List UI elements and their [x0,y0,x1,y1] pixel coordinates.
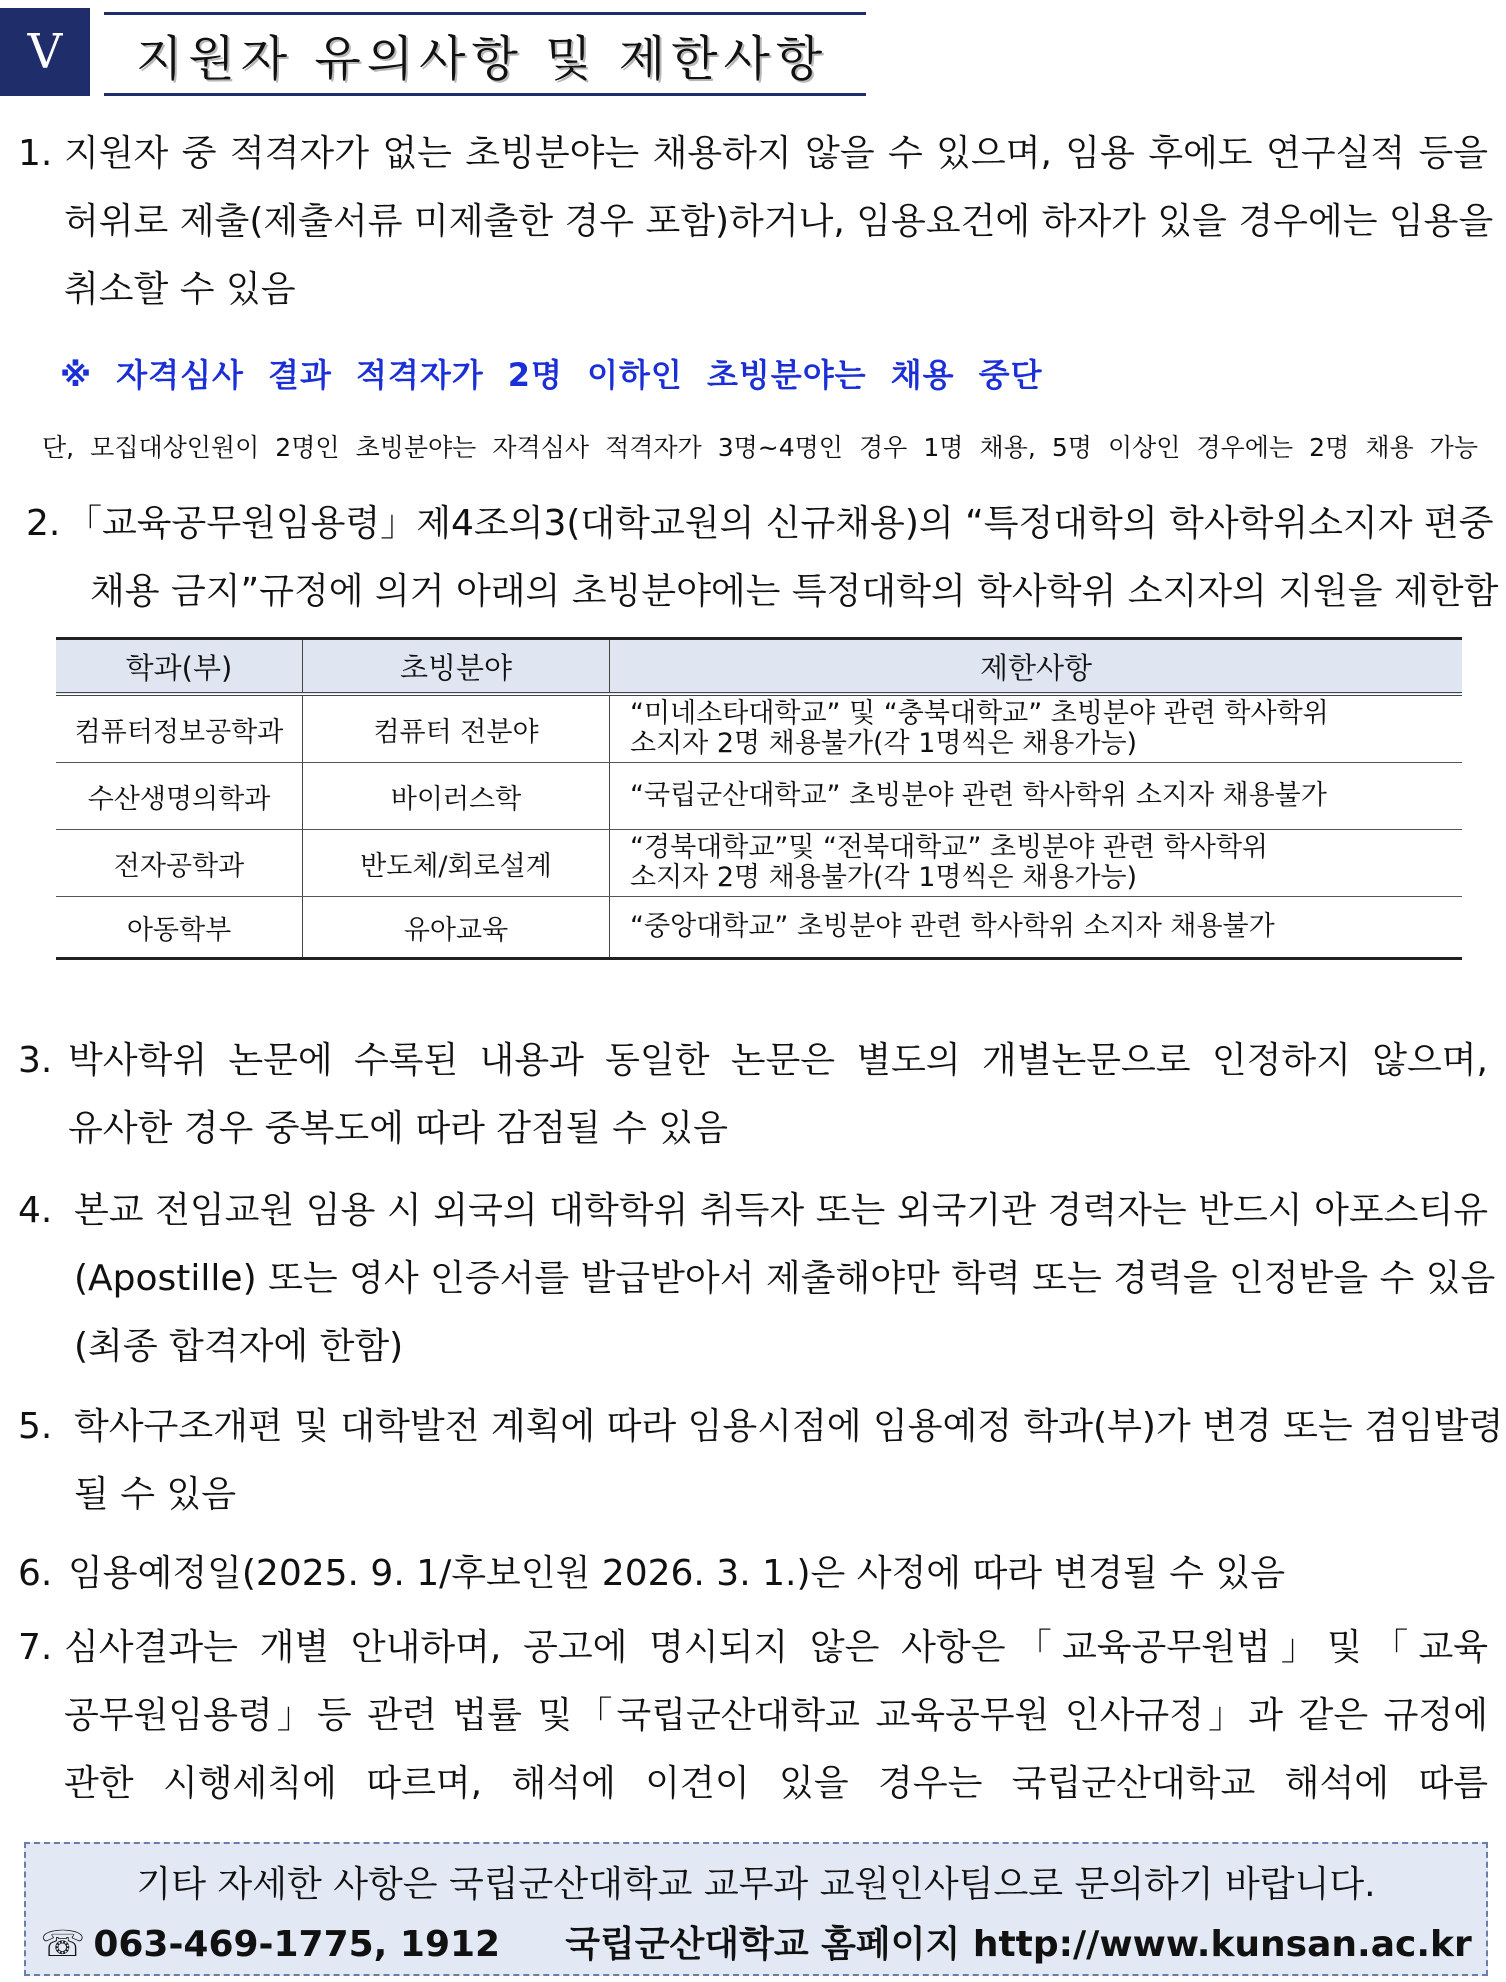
section-title-text: 지원자 유의사항 및 제한사항 [136,30,829,87]
list-item-1 [18,120,1494,324]
list-item-3 [18,1027,1488,1163]
notice-blue: ※ 자격심사 결과 적격자가 2명 이하인 초빙분야는 채용 중단 [60,356,1043,394]
contact-line [26,1916,1486,1967]
homepage-label: 국립군산대학교 홈페이지 [565,1924,961,1965]
item-number: 6. [18,1553,53,1594]
restriction-line: “국립군산대학교” 초빙분야 관련 학사학위 소지자 채용불가 [630,780,1327,811]
item-number: 5. [18,1406,53,1447]
item-line: 유사한 경우 중복도에 따라 감점될 수 있음 [68,1108,728,1149]
table-row [56,830,1462,897]
restriction-line: “미네소타대학교” 및 “충북대학교” 초빙분야 관련 학사학위 [630,698,1329,729]
restriction-line: “경북대학교”및 “전북대학교” 초빙분야 관련 학사학위 [630,832,1269,863]
item-number: 2. [26,503,61,544]
item-line: (최종 합격자에 한함) [74,1326,404,1367]
item-line: 「교육공무원임용령」제4조의3(대학교원의 신규채용)의 “특정대학의 학사학위소지자 편중 [66,503,1494,544]
cell-field: 반도체/회로설계 [303,830,610,897]
cell-restriction [610,694,1463,763]
cell-restriction [610,897,1463,959]
item-line: 박사학위 논문에 수록된 내용과 동일한 논문은 별도의 개별논문으로 인정하지 않으며, [68,1040,1488,1081]
section-number: V [27,24,63,80]
item-line: 취소할 수 있음 [64,269,296,310]
item-line: 될 수 있음 [74,1474,236,1515]
item-line: 심사결과는 개별 안내하며, 공고에 명시되지 않은 사항은「교육공무원법」및「교육 [64,1627,1488,1668]
contact-message: 기타 자세한 사항은 국립군산대학교 교무과 교원인사팀으로 문의하기 바랍니다. [136,1864,1376,1905]
homepage-link[interactable]: http://www.kunsan.ac.kr [972,1924,1472,1965]
item-number: 3. [18,1040,53,1081]
list-item-6 [18,1540,1488,1608]
header-field: 초빙분야 [303,639,610,695]
cell-dept: 전자공학과 [56,830,303,897]
restriction-line: “중앙대학교” 초빙분야 관련 학사학위 소지자 채용불가 [630,911,1275,942]
item-number: 1. [18,133,53,174]
cell-field: 유아교육 [303,897,610,959]
contact-box [24,1842,1488,1976]
item-line: (Apostille) 또는 영사 인증서를 발급받아서 제출해야만 학력 또는 경력을 인정받을 수 있음 [74,1258,1496,1299]
phone-icon: ☏ [40,1924,86,1965]
list-item-2 [26,490,1499,626]
list-item-4 [18,1177,1496,1381]
item-line: 공무원임용령」등 관련 법률 및「국립군산대학교 교육공무원 인사규정」과 같은 규정에 [64,1695,1488,1736]
cell-dept: 수산생명의학과 [56,763,303,830]
cell-field: 바이러스학 [303,763,610,830]
item-line: 학사구조개편 및 대학발전 계획에 따라 임용시점에 임용예정 학과(부)가 변경 또는 겸임발령 [74,1406,1504,1447]
restriction-line: 소지자 2명 채용불가(각 1명씩은 채용가능) [630,862,1138,893]
item-number: 7. [18,1627,53,1668]
header-restriction: 제한사항 [610,639,1463,695]
table-row [56,694,1462,763]
list-item-5 [18,1393,1504,1529]
section-title [104,12,866,96]
cell-field: 컴퓨터 전분야 [303,694,610,763]
table-row [56,897,1462,959]
notice-small: 단, 모집대상인원이 2명인 초빙분야는 자격심사 적격자가 3명~4명인 경우 1명 채용, 5명 이상인 경우에는 2명 채용 가능 [42,433,1478,462]
cell-restriction [610,830,1463,897]
phone-number: 063-469-1775, 1912 [93,1924,501,1965]
item-number: 4. [18,1190,53,1231]
item-line: 본교 전임교원 임용 시 외국의 대학학위 취득자 또는 외국기관 경력자는 반드시 아포스티유 [74,1190,1488,1231]
section-number-box [0,8,90,96]
list-item-7 [18,1614,1488,1818]
item-line: 지원자 중 적격자가 없는 초빙분야는 채용하지 않을 수 있으며, 임용 후에도 연구실적 등을 [64,133,1488,174]
header-dept: 학과(부) [56,639,303,695]
cell-dept: 컴퓨터정보공학과 [56,694,303,763]
restriction-table [56,637,1462,960]
item-line: 채용 금지”규정에 의거 아래의 초빙분야에는 특정대학의 학사학위 소지자의 지원을 제한함 [90,571,1499,612]
restriction-line: 소지자 2명 채용불가(각 1명씩은 채용가능) [630,728,1138,759]
item-line: 임용예정일(2025. 9. 1/후보인원 2026. 3. 1.)은 사정에 따라 변경될 수 있음 [68,1553,1286,1594]
cell-dept: 아동학부 [56,897,303,959]
table-header-row [56,639,1462,695]
item-line: 허위로 제출(제출서류 미제출한 경우 포함)하거나, 임용요건에 하자가 있을 경우에는 임용을 [64,201,1494,242]
item-line: 관한 시행세칙에 따르며, 해석에 이견이 있을 경우는 국립군산대학교 해석에 따름 [64,1763,1488,1804]
table-row [56,763,1462,830]
cell-restriction [610,763,1463,830]
